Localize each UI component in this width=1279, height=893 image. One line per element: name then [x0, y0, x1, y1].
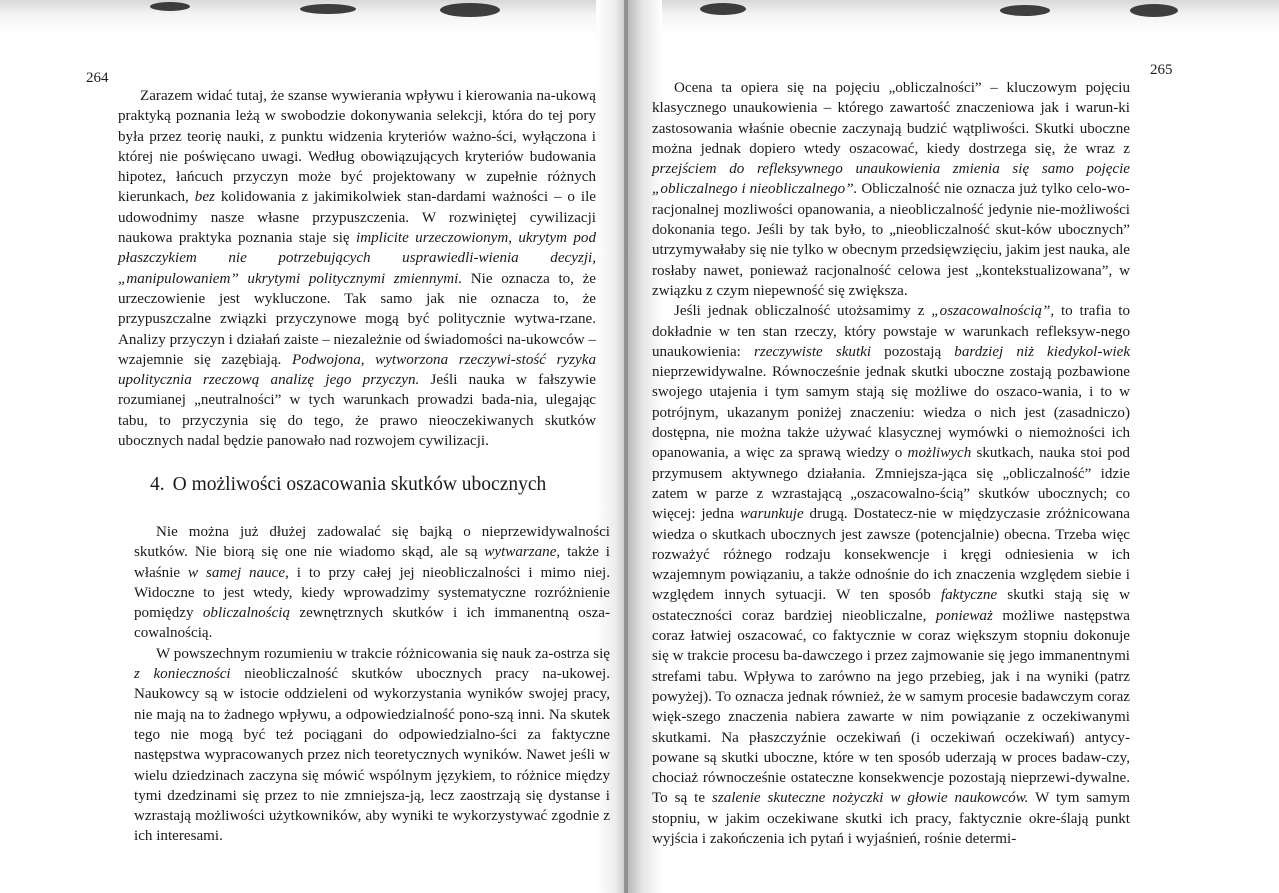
page-number-left: 264: [86, 70, 109, 86]
italic-run: „oszacowalnością”: [931, 303, 1051, 320]
book-spine-line: [624, 0, 628, 893]
italic-run: ponieważ: [935, 607, 993, 624]
section-heading: [150, 472, 610, 498]
text-run: pozostają: [871, 343, 955, 360]
italic-run: w samej nauce: [188, 564, 286, 581]
text-run: skutkach, nauka stoi pod przymusem aktywnego działania. Zmniejsza-jąca się „obliczalność” idzie zatem w parze z wzrastającą „oszacowalno-ścią” skutków ubocznych; co więcej: jedna: [652, 445, 1130, 523]
scan-artifact: [700, 3, 746, 15]
italic-run: wytwarzane: [484, 544, 557, 561]
text-run: drugą. Dostatecz-nie w międzyczasie zróżnicowana wiedza o skutkach ubocznych jest zawsze (potencjalnie) obecna. Trzeba więc rozważyć różnego rodzaju konsekwencje i kręgi odniesienia w ich wzajemnym powiązaniu, a także odnośnie do ich znaczenia względem siebie i względem innych sytuacji. W ten sposób: [652, 506, 1130, 604]
text-run: Jeśli nauka w fałszywie rozumianej „neutralności” w tych warunkach prowadzi bada-nia, ulegając tabu, to przyczynia się do tego, że prawo nieoczekiwanych skutków ubocznych nadal będzie panowało nad rozwojem cywilizacji.: [118, 372, 596, 450]
page-number-right: 265: [1150, 62, 1173, 78]
text-run: Zarazem widać tutaj, że szanse wywierania wpływu i kierowania na-ukową praktyką poznania leżą w swobodzie dokonywania selekcji, która do tej pory była przez teorię nauki, z punktu widzenia kryteriów ważno-ści, wyłączona i której nie poświęcano uwagi. Według obowiązujących kryteriów budowania hipotez, łańcuch przyczyn może być projektowany w zupełnie różnych kierunkach,: [118, 88, 596, 206]
italic-run: możliwych: [907, 445, 972, 462]
text-run: W powszechnym rozumieniu w trakcie różnicowania się nauk za-ostrza się: [156, 645, 610, 662]
italic-run: bez: [194, 189, 215, 206]
scan-artifact: [150, 2, 190, 11]
paragraph: [652, 78, 1130, 301]
text-run: W tym samym stopniu, w jakim oczekiwane skutki ich pracy, faktycznie okre-ślają punkt wyjścia i zakończenia ich pytań i wyjaśnień, rośnie determi-: [652, 790, 1131, 847]
scan-artifact: [440, 3, 500, 17]
italic-run: bardziej niż kiedykol-wiek: [954, 343, 1131, 360]
italic-run: faktyczne: [940, 587, 998, 604]
paragraph: [134, 644, 610, 847]
section-heading-number: 4.: [150, 474, 165, 495]
italic-run: przejściem do refleksywnego unaukowienia zmienia się samo pojęcie „obliczalnego i nieobliczalnego”.: [652, 161, 1130, 198]
italic-run: szalenie skuteczne nożyczki w głowie naukowców.: [711, 790, 1029, 807]
italic-run: obliczalnością: [202, 605, 291, 622]
text-run: kolidowania z jakimikolwiek stan-dardami ważności – o ile udowodnimy nasze własne przypuszczenia. W rozwiniętej cywilizacji naukowa praktyka poznania staje się: [118, 189, 596, 247]
italic-run: warunkuje: [739, 506, 804, 523]
text-run: nieobliczalność skutków ubocznych pracy na-ukowej. Naukowcy są w istocie oddzieleni od wykorzystania wyników swojej pracy, nie mają na to żadnego wpływu, a odpowiedzialność pono-szą inni. Na skutek tego nie mogą być też pociągani do odpowiedzialno-ści za faktyczne następstwa wypracowanych przez nich teoretycznych wyników. Nawet jeśli w wielu dziedzinach zaczyna się mówić wspólnym językiem, to różnice między tymi dzedzinami się przez to nie zmniejsza-ją, lecz zaostrzają się dystanse i wzrastają możliwości użytkowników, aby wyniki te wykorzystywać zgodnie z ich interesami.: [134, 666, 610, 845]
paragraph: [134, 522, 610, 644]
text-run: Jeśli jednak obliczalność utożsamimy z: [674, 303, 932, 320]
italic-run: rzeczywiste skutki: [753, 343, 872, 360]
scan-artifact: [1130, 4, 1178, 17]
italic-run: z konieczności: [134, 666, 231, 683]
italic-run: Podwojona, wytworzona rzeczywi-stość ryzyka upolitycznia rzeczową analizę jego przyczyn.: [118, 351, 596, 389]
text-run: zewnętrznych skutków i ich immanentną osza-cowalnością.: [134, 605, 611, 642]
text-run: , także i właśnie: [134, 544, 610, 581]
scan-artifact: [1000, 5, 1050, 16]
text-run: możliwe następstwa coraz łatwiej oszacować, co faktycznie w coraz większym stopniu dokonuje się w trakcie procesu ba-dawczego i przez zajmowanie się jego immanentnymi strefami tabu. Wpływa to zarówno na jego przebieg, jak i na wyniki (patrz powyżej). To oznacza jednak również, że w samym procesie badawczym coraz więk-szego znaczenia nabiera zawarte w nim powiązanie z oczekiwanymi skutkami. Na płaszczyźnie oczekiwań (i oczekiwań oczekiwań) antycy-powane są skutki uboczne, które w ten sposób uderzają w proces badaw-czy, chociaż równocześnie ostateczne konsekwencje pozostają nieprzewi-dywalne. To są te: [652, 607, 1130, 807]
text-run: , i to przy całej jej nieobliczalności i mimo niej. Widoczne to jest wtedy, kiedy wprowadzimy systematyczne rozróżnienie pomiędzy: [134, 564, 611, 622]
right-page-text: [652, 78, 1130, 849]
text-run: Obliczalność nie oznacza już tylko celo-wo-racjonalnej mozliwości opanowania, a nieobliczalność jedynie nie-możliwości dokonania tego. Jeśli by tak było, to „nieobliczalność skut-ków ubocznych” utrzymywałaby się nie tylko w obecnym przedsięwzięciu, jakim jest nauka, ale rosłaby nawet, ponieważ racjonalność celowa jest „kontekstualizowana”, w związku z czym niepewność się zwiększa.: [652, 181, 1130, 299]
text-run: Ocena ta opiera się na pojęciu „obliczalności” – kluczowym pojęciu klasycznego unaukowienia – którego zawartość znaczeniowa jak i warun-ki zastosowania właśnie obecnie zaczynają budzić wątpliwości. Skutki uboczne można jednak dopiero wtedy oszacować, kiedy dostrzega się, że wraz z: [652, 80, 1130, 157]
text-run: nieprzewidywalne. Równocześnie jednak skutki uboczne zostają pozbawione swojego utajenia i tym samym stają się możliwe do oszaco-wania, i to w potrójnym, ukazanym poniżej znaczeniu: wiedza o nich jest (zasadniczo) dostępna, nie można także używać klasycznej wymówki o niemożności ich opanowania, a więc za sprawą wiedzy o: [652, 364, 1130, 462]
text-run: Nie można już dłużej zadowalać się bajką o nieprzewidywalności skutków. Nie biorą się one nie wiadomo skąd, ale są: [134, 524, 610, 561]
section-heading-title: O możliwości oszacowania skutków ubocznych: [172, 474, 547, 495]
italic-run: implicite urzeczowionym, ukrytym pod płaszczykiem nie potrzebujących usprawiedli-wienia decyzji, „manipulowaniem” ukrytymi politycznymi zmiennymi.: [118, 230, 596, 287]
paragraph: [118, 86, 596, 451]
left-page-bottom-text: [134, 522, 610, 847]
scan-artifact: [300, 4, 356, 14]
left-page-top-text: [118, 86, 596, 451]
text-run: skutki stają się w ostateczności coraz bardziej nieobliczalne,: [652, 587, 1131, 624]
text-run: , to trafia to dokładnie w ten stan rzeczy, który powstaje w warunkach refleksyw-nego unaukowienia:: [652, 303, 1130, 360]
text-run: Nie oznacza to, że urzeczowienie jest wykluczone. Tak samo jak nie oznacza to, że przypuszczalne związki przyczynowe mogą być politycznie wytwa-rzane. Analizy przyczyn i działań zaiste – niezależnie od świadomości na-ukowców – wzajemnie się zazębiają.: [118, 270, 596, 368]
paragraph: [652, 301, 1130, 849]
